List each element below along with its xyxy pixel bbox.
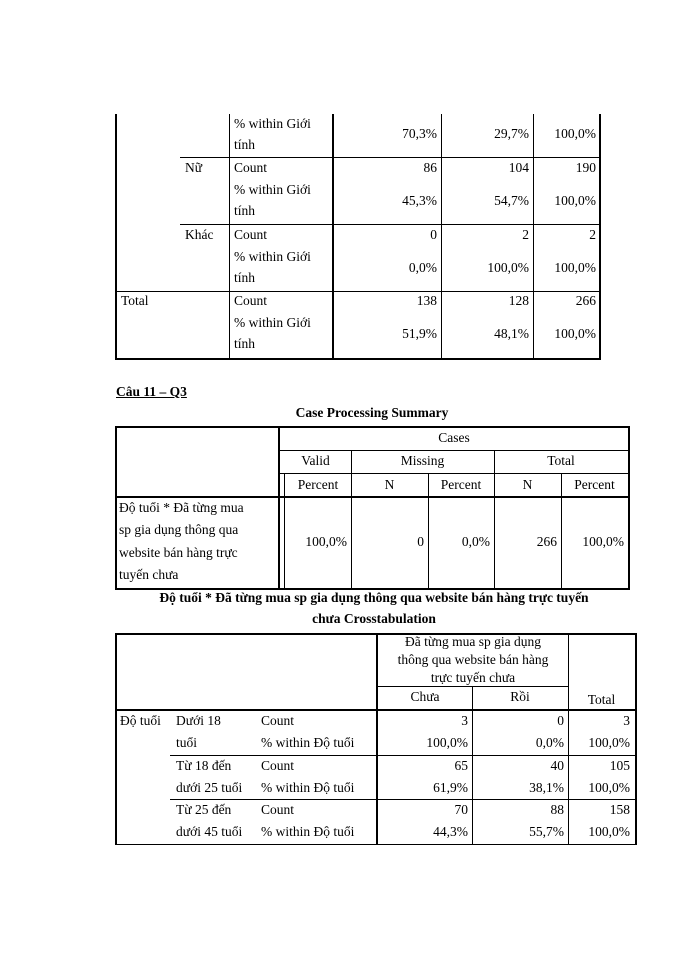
- table-cell: 0: [417, 534, 424, 549]
- table-cell: 100,0%: [582, 534, 624, 549]
- table-cell: 100,0%: [588, 824, 630, 839]
- stat-label: Count: [234, 227, 268, 242]
- column-header: Percent: [440, 477, 482, 492]
- table-cell: 100,0%: [554, 260, 596, 275]
- table-cell: 100,0%: [487, 260, 529, 275]
- row-label: Từ 18 đến: [176, 758, 232, 773]
- table-cell: 266: [575, 293, 596, 308]
- table-cell: 38,1%: [529, 780, 564, 795]
- table-cell: 65: [454, 758, 468, 773]
- stat-label: % within Giới: [234, 249, 311, 264]
- table-cell: 105: [609, 758, 630, 773]
- row-label: Dưới 18: [176, 713, 221, 728]
- stat-label: tính: [234, 270, 256, 285]
- column-header: Chưa: [410, 689, 440, 704]
- column-header: N: [522, 477, 533, 492]
- table-cell: 2: [589, 227, 596, 242]
- row-label: Total: [121, 293, 149, 308]
- summary-title: Case Processing Summary: [295, 405, 449, 420]
- stat-label: Count: [261, 758, 295, 773]
- row-label: Độ tuổi * Đã từng mua: [119, 500, 244, 515]
- table-cell: 0,0%: [535, 735, 564, 750]
- table-cell: 48,1%: [494, 326, 529, 341]
- table-cell: 128: [508, 293, 529, 308]
- stat-label: tính: [234, 203, 256, 218]
- table-cell: 88: [550, 802, 564, 817]
- column-header: Rồi: [510, 689, 530, 704]
- column-header: Percent: [297, 477, 339, 492]
- table-cell: 100,0%: [588, 780, 630, 795]
- table-cell: 158: [609, 802, 630, 817]
- table-cell: 55,7%: [529, 824, 564, 839]
- table-cell: 190: [575, 160, 596, 175]
- row-variable: Độ tuổi: [120, 713, 161, 728]
- stat-label: Count: [234, 160, 268, 175]
- row-label: dưới 25 tuổi: [176, 780, 243, 795]
- row-label: website bán hàng trực: [119, 545, 238, 560]
- table-cell: 0,0%: [461, 534, 490, 549]
- table-cell: 3: [461, 713, 468, 728]
- table-cell: 29,7%: [494, 126, 529, 141]
- row-label: Khác: [185, 227, 214, 242]
- row-label: tuyến chưa: [119, 567, 179, 582]
- crosstab-title: Độ tuổi * Đã từng mua sp gia dụng thông qua website bán hàng trực tuyến: [159, 590, 589, 605]
- table-cell: 45,3%: [402, 193, 437, 208]
- row-label: dưới 45 tuổi: [176, 824, 243, 839]
- table-cell: 100,0%: [588, 735, 630, 750]
- table-cell: 100,0%: [554, 126, 596, 141]
- table-cell: 2: [522, 227, 529, 242]
- stat-label: Count: [234, 293, 268, 308]
- row-label: Từ 25 đến: [176, 802, 232, 817]
- table-cell: 0: [557, 713, 564, 728]
- table-cell: 100,0%: [426, 735, 468, 750]
- table-cell: 70: [454, 802, 468, 817]
- table-cell: 44,3%: [433, 824, 468, 839]
- row-label: Nữ: [185, 160, 203, 175]
- section-heading: Câu 11 – Q3: [116, 384, 187, 399]
- cases-header: Cases: [438, 430, 470, 445]
- row-label: tuổi: [176, 735, 198, 750]
- stat-label: % within Giới: [234, 182, 311, 197]
- table-cell: 0,0%: [408, 260, 437, 275]
- stat-label: % within Độ tuổi: [261, 735, 355, 750]
- stat-label: Count: [261, 802, 295, 817]
- crosstab-title: chưa Crosstabulation: [312, 611, 436, 626]
- stat-label: Count: [261, 713, 295, 728]
- table-cell: 54,7%: [494, 193, 529, 208]
- column-header: Total: [587, 692, 616, 707]
- column-header: Percent: [574, 477, 615, 492]
- table-cell: 266: [536, 534, 557, 549]
- stat-label: % within Giới: [234, 116, 311, 131]
- table-cell: 0: [430, 227, 437, 242]
- table-cell: 51,9%: [402, 326, 437, 341]
- table-cell: 104: [508, 160, 529, 175]
- group-header: Total: [547, 453, 575, 468]
- stat-label: tính: [234, 137, 256, 152]
- stat-label: % within Độ tuổi: [261, 824, 355, 839]
- table-cell: 3: [623, 713, 630, 728]
- table-cell: 70,3%: [402, 126, 437, 141]
- table-cell: 100,0%: [305, 534, 347, 549]
- table-cell: 86: [423, 160, 437, 175]
- table-cell: 100,0%: [554, 326, 596, 341]
- column-header: N: [384, 477, 395, 492]
- stat-label: % within Giới: [234, 315, 311, 330]
- group-header: Missing: [400, 453, 445, 468]
- column-group-header: thông qua website bán hàng: [397, 652, 549, 667]
- stat-label: % within Độ tuổi: [261, 780, 355, 795]
- column-group-header: trực tuyến chưa: [430, 670, 516, 685]
- column-group-header: Đã từng mua sp gia dụng: [405, 634, 541, 649]
- table-cell: 100,0%: [554, 193, 596, 208]
- group-header: Valid: [301, 453, 330, 468]
- table-cell: 61,9%: [433, 780, 468, 795]
- table-cell: 40: [550, 758, 564, 773]
- stat-label: tính: [234, 336, 256, 351]
- row-label: sp gia dụng thông qua: [119, 522, 239, 537]
- table-cell: 138: [416, 293, 437, 308]
